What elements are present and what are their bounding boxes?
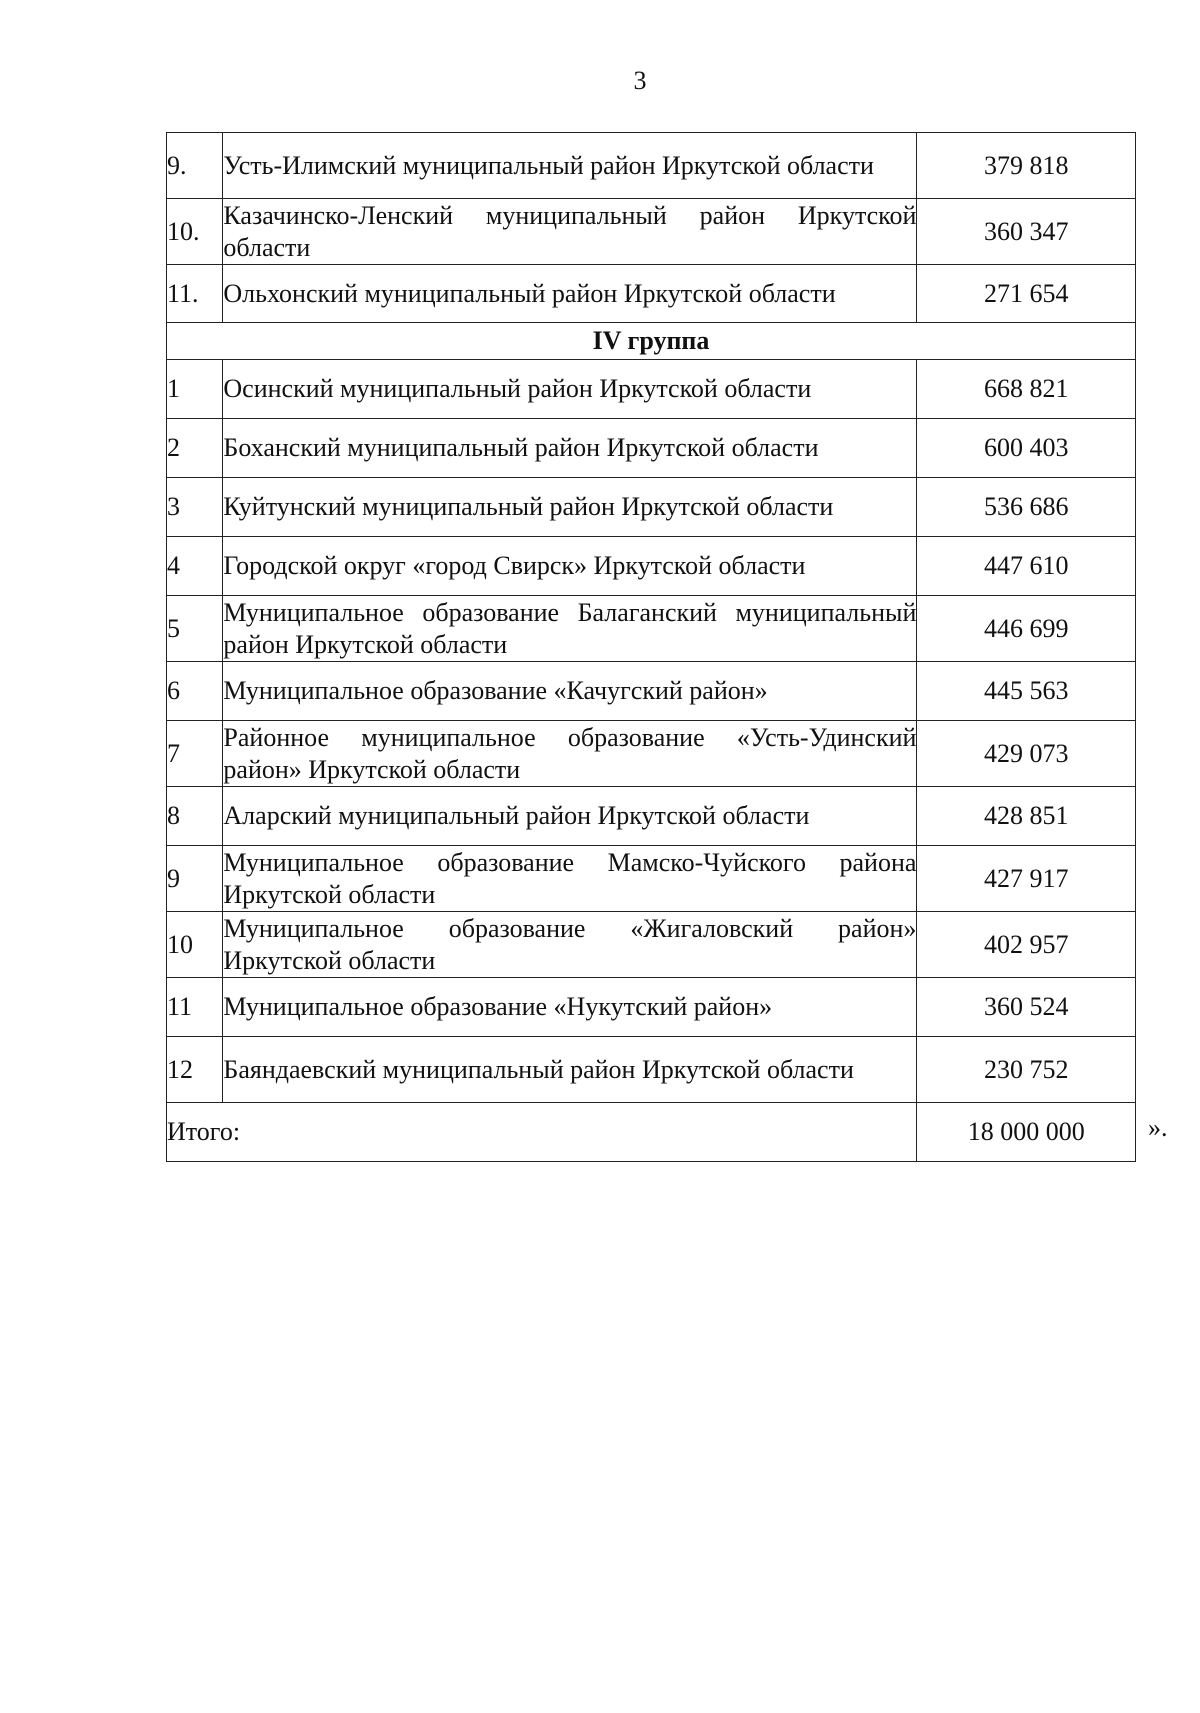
amount-value: 445 563 [917,662,1136,721]
row-number: 7 [167,721,223,787]
amount-value: 230 752 [917,1037,1136,1103]
table-row [167,1037,1136,1103]
total-row [167,1103,1136,1162]
municipality-name: Осинский муниципальный район Иркутской области [223,360,917,419]
amount-value: 428 851 [917,787,1136,846]
row-number: 4 [167,537,223,596]
table-row [167,419,1136,478]
municipality-name: Куйтунский муниципальный район Иркутской области [223,478,917,537]
table-row [167,537,1136,596]
amount-value: 447 610 [917,537,1136,596]
row-number: 1 [167,360,223,419]
municipality-name: Ольхонский муниципальный район Иркутской области [223,265,917,323]
total-label: Итого: [167,1103,917,1162]
table-row [167,846,1136,912]
table-row [167,912,1136,978]
municipality-name: Муниципальное образование «Жигаловский район» Иркутской области [223,912,917,978]
row-number: 10 [167,912,223,978]
table-row [167,478,1136,537]
amount-value: 429 073 [917,721,1136,787]
row-number: 11. [167,265,223,323]
amount-value: 536 686 [917,478,1136,537]
row-number: 12 [167,1037,223,1103]
amount-value: 668 821 [917,360,1136,419]
group-header-row [167,323,1136,360]
row-number: 2 [167,419,223,478]
table-row [167,360,1136,419]
table-row [167,787,1136,846]
municipality-name: Баяндаевский муниципальный район Иркутской области [223,1037,917,1103]
closing-quote-mark: ». [1148,1113,1168,1142]
amount-value: 600 403 [917,419,1136,478]
municipality-name: Районное муниципальное образование «Усть-Удинский район» Иркутской области [223,721,917,787]
amount-value: 379 818 [917,133,1136,199]
row-number: 11 [167,978,223,1037]
table-row [167,133,1136,199]
municipality-name: Муниципальное образование «Качугский район» [223,662,917,721]
group-title: IV группа [167,323,1136,360]
municipality-name: Аларский муниципальный район Иркутской области [223,787,917,846]
row-number: 9. [167,133,223,199]
amount-value: 360 347 [917,199,1136,265]
municipality-name: Городской округ «город Свирск» Иркутской области [223,537,917,596]
amount-value: 402 957 [917,912,1136,978]
row-number: 5 [167,596,223,662]
row-number: 3 [167,478,223,537]
municipality-name: Муниципальное образование Балаганский муниципальный район Иркутской области [223,596,917,662]
amount-value: 446 699 [917,596,1136,662]
amount-value: 360 524 [917,978,1136,1037]
amount-value: 271 654 [917,265,1136,323]
row-number: 8 [167,787,223,846]
municipality-name: Боханский муниципальный район Иркутской области [223,419,917,478]
allocation-table [166,132,1136,1162]
table-row [167,978,1136,1037]
row-number: 6 [167,662,223,721]
total-value: 18 000 000 [917,1103,1136,1162]
municipality-name: Муниципальное образование «Нукутский район» [223,978,917,1037]
municipality-name: Казачинско-Ленский муниципальный район Иркутской области [223,199,917,265]
table-row [167,721,1136,787]
table-row [167,199,1136,265]
row-number: 10. [167,199,223,265]
municipality-name: Усть-Илимский муниципальный район Иркутской области [223,133,917,199]
amount-value: 427 917 [917,846,1136,912]
page-number: 3 [633,66,647,95]
municipality-name: Муниципальное образование Мамско-Чуйского района Иркутской области [223,846,917,912]
table-row [167,596,1136,662]
row-number: 9 [167,846,223,912]
table-row [167,265,1136,323]
table-row [167,662,1136,721]
